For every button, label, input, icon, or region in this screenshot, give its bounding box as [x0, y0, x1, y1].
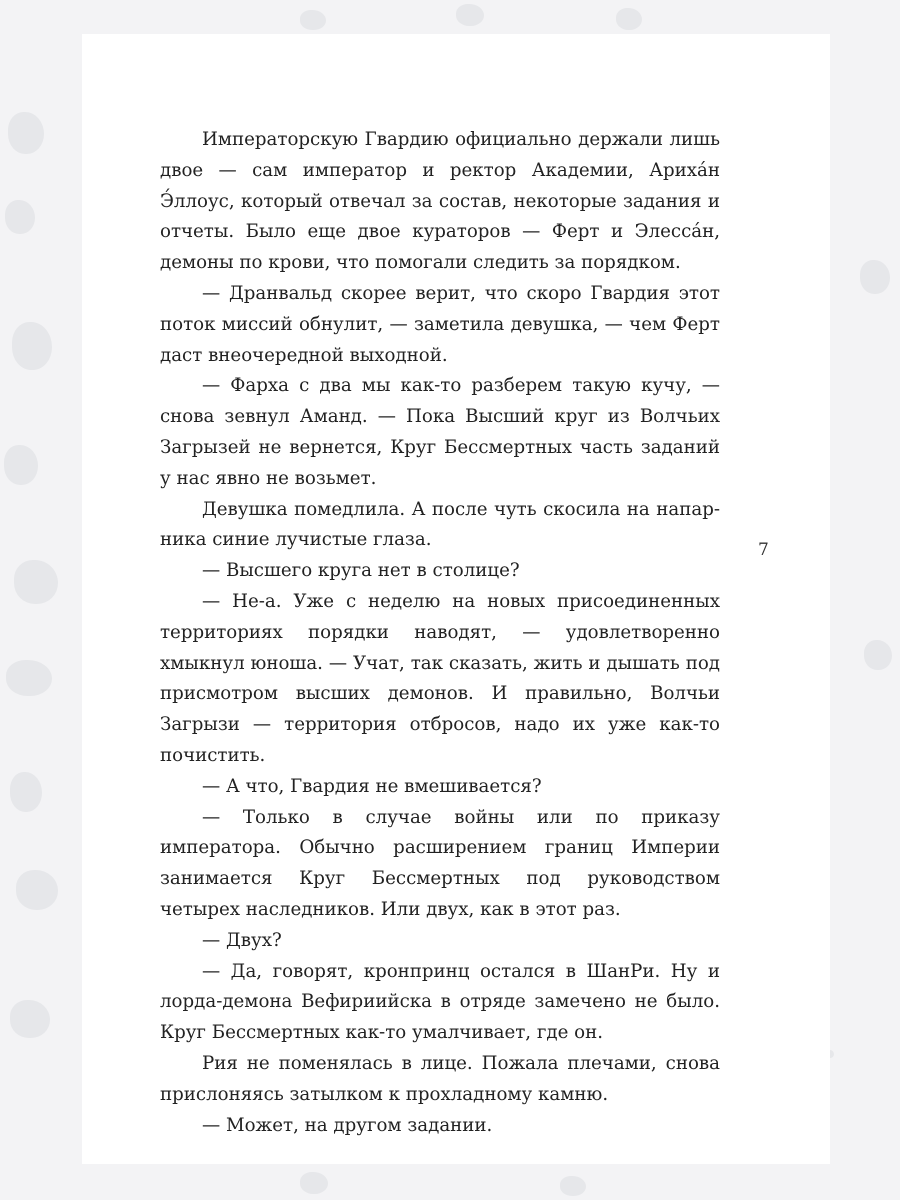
paragraph: — Дранвальд скорее верит, что скоро Гвардия этот поток миссий обнулит, — заметила девушка, — чем Ферт даст внеочередной выходной. [160, 282, 720, 366]
paragraph: — Фарха с два мы как-то разберем такую кучу, — снова зевнул Аманд. — Пока Высший круг из Волчьих Загрызей не вернется, Круг Бессмертных часть заданий у нас явно не возьмет. [160, 375, 720, 489]
paragraph: — Высшего круга нет в столице? [202, 560, 520, 582]
background-shape [4, 445, 38, 485]
background-shape [6, 660, 52, 696]
background-shape [8, 112, 44, 154]
paragraph: Рия не поменялась в лице. Пожала плечами, снова прислоняясь затылком к прохладному камню. [160, 1052, 720, 1105]
paragraph: — Не-а. Уже с неделю на новых присоединенных территориях порядки наводят, — удовлетворенно хмыкнул юноша. — Учат, так сказать, жить и дышать под присмотром высших демонов. И правильно, Волчьи Загрызи — территория отбросов, надо их уже как-то почистить. [160, 590, 720, 766]
background-shape [10, 1000, 50, 1038]
background-shape [864, 640, 892, 670]
paragraph: — Может, на другом задании. [202, 1114, 493, 1136]
background-shape [5, 200, 35, 234]
background-shape [616, 8, 642, 30]
background-shape [860, 260, 890, 294]
background-shape [300, 10, 326, 30]
paragraph: Императорскую Гвардию официально держали лишь двое — сам император и ректор Академии, Арихáн Э́ллоус, который отвечал за состав, некоторые задания и отчеты. Было еще двое кураторов — Ферт и Элессáн, демоны по крови, что помогали следить за порядком. [160, 129, 720, 274]
background-shape [12, 322, 52, 370]
background-shape [10, 772, 42, 812]
background-shape [300, 1172, 328, 1194]
background-shape [14, 560, 58, 604]
page-text [160, 125, 720, 1141]
paragraph: — Только в случае войны или по приказу императора. Обычно расширением границ Империи занимается Круг Бессмертных под руководством четырех наследников. Или двух, как в этот раз. [160, 806, 720, 920]
page-number: 7 [758, 540, 769, 560]
background-shape [560, 1176, 586, 1196]
paragraph: Девушка помедлила. А после чуть скосила на напарника синие лучистые глаза. [160, 498, 720, 551]
paragraph: — А что, Гвардия не вмешивается? [202, 775, 542, 797]
background-shape [456, 4, 484, 26]
paragraph: — Да, говорят, кронпринц остался в ШанРи. Ну и лорда-демона Вефириийска в отряде замечено не было. Круг Бессмертных как-то умалчивает, где он. [160, 960, 720, 1044]
background-shape [16, 870, 58, 910]
paragraph: — Двух? [202, 929, 282, 951]
